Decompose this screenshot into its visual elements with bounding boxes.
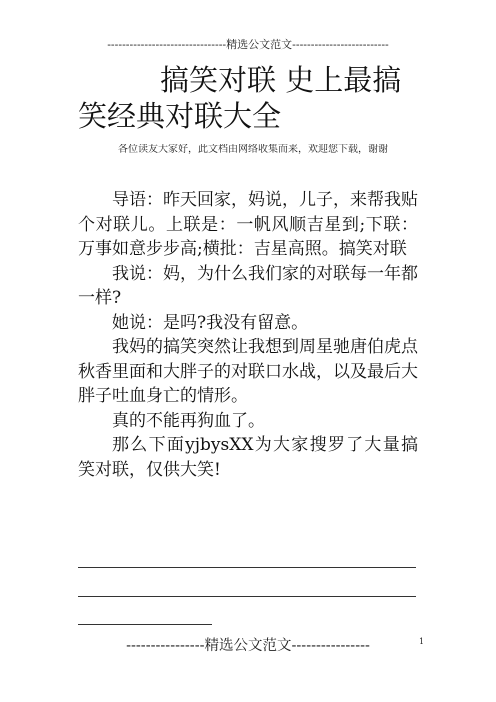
- blank-line-2: [78, 596, 416, 597]
- paragraph: 真的不能再狗血了。: [112, 410, 265, 431]
- page-number: 1: [419, 637, 425, 646]
- paragraph: 她说：是吗?我没有留意。: [112, 312, 309, 333]
- document-subtitle: 各位读友大家好，此文档由网络收集而来，欢迎您下载，谢谢: [118, 144, 388, 155]
- title-line-1: 搞笑对联 史上最搞: [160, 63, 402, 97]
- blank-line-1: [78, 567, 416, 568]
- paragraph: 我说：妈，为什么我们家的对联每一年都一样?: [78, 263, 418, 308]
- document-body: [78, 188, 418, 482]
- document-title: [78, 62, 418, 134]
- page-footer: ----------------精选公文范文----------------: [126, 638, 370, 654]
- paragraph: 导语：昨天回家，妈说，儿子，来帮我贴个对联儿。上联是：一帆风顺吉星到;下联：万事如意步步高;横批：吉星高照。搞笑对联: [78, 190, 418, 259]
- title-line-2: 笑经典对联大全: [78, 99, 282, 133]
- blank-line-3: [78, 624, 212, 625]
- paragraph: 那么下面yjbysXX为大家搜罗了大量搞笑对联，仅供大笑!: [78, 435, 418, 480]
- paragraph: 我妈的搞笑突然让我想到周星驰唐伯虎点秋香里面和大胖子的对联口水战，以及最后大胖子吐血身亡的情形。: [78, 337, 418, 406]
- page-header: --------------------------------精选公文范文--------------------------: [107, 38, 389, 51]
